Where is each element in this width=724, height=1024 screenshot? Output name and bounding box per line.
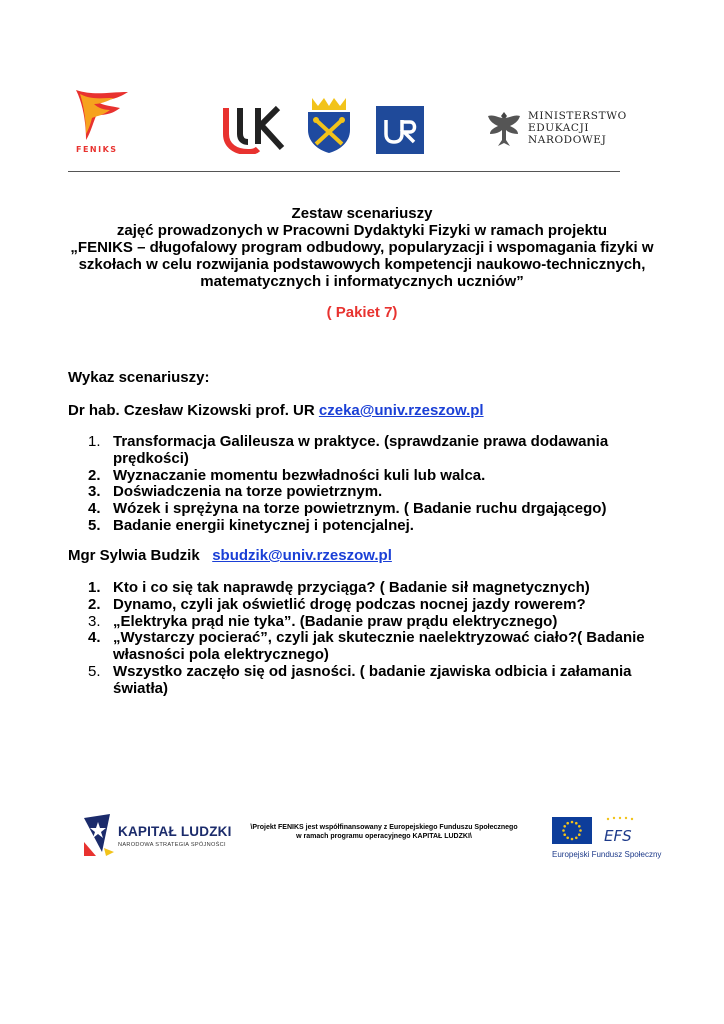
kapital-ludzki-logo xyxy=(82,812,232,858)
list-text: Dynamo, czyli jak oświetlić drogę podczas nocnej jazdy rowerem? xyxy=(113,595,586,613)
men-line-2: EDUKACJI xyxy=(528,122,590,134)
kl-subtitle: NARODOWA STRATEGIA SPÓJNOŚCI xyxy=(118,842,226,848)
list-text: Wózek i sprężyna na torze powietrznym. ( Badanie ruchu drgającego) xyxy=(113,500,607,518)
list-text: „Elektryka prąd nie tyka”. (Badanie praw prądu elektrycznego) xyxy=(113,612,558,630)
pakiet-label: ( Pakiet 7) xyxy=(326,304,398,321)
list-text: Badanie energii kinetycznej i potencjalnej. xyxy=(113,516,414,534)
list-text: Wszystko zaczęło się od jasności. ( badanie zjawiska odbicia i załamania światła) xyxy=(113,662,632,697)
eagle-icon xyxy=(486,108,522,148)
header-divider xyxy=(68,171,620,172)
kl-title: KAPITAŁ LUDZKI xyxy=(118,824,232,839)
author-2-list xyxy=(88,580,648,698)
list-text: Doświadczenia na torze powietrznym. xyxy=(113,483,383,501)
list-text: Transformacja Galileusza w praktyce. (sprawdzanie prawa dodawania prędkości) xyxy=(113,433,609,467)
eu-stars-icon xyxy=(552,817,592,844)
list-item xyxy=(88,434,648,468)
list-text: Kto i co się tak naprawdę przyciąga? ( Badanie sił magnetycznych) xyxy=(113,579,590,596)
list-item xyxy=(88,664,648,698)
author-1-email-link[interactable]: czeka@univ.rzeszow.pl xyxy=(318,402,484,419)
feniks-logo-text: FENIKS xyxy=(76,145,118,154)
footer-note-line-2: w ramach programu operacyjnego KAPITAŁ LUDZKI\ xyxy=(296,833,472,840)
list-number: 1. xyxy=(88,579,101,596)
kapital-ludzki-star-icon xyxy=(82,812,116,858)
document-title xyxy=(60,205,664,290)
title-line-2: zajęć prowadzonych w Pracowni Dydaktyki Fizyki w ramach projektu xyxy=(116,222,608,239)
author-1-list xyxy=(88,434,648,535)
uk-logo xyxy=(222,104,294,154)
men-line-1: MINISTERSTWO xyxy=(528,110,627,122)
list-item xyxy=(88,630,648,664)
title-line-4: szkołach w celu rozwijania podstawowych kompetencji naukowo-technicznych, xyxy=(78,256,646,273)
author-1-name: Dr hab. Czesław Kizowski prof. UR xyxy=(68,402,315,419)
efs-logo-text: EFS xyxy=(604,827,632,845)
author-2-email-link[interactable]: sbudzik@univ.rzeszow.pl xyxy=(212,547,392,564)
list-text: „Wystarczy pocierać”, czyli jak skutecznie naelektryzować ciało?( Badanie własności pola elektrycznego) xyxy=(113,629,645,664)
list-item xyxy=(88,484,648,501)
author-2 xyxy=(68,547,392,564)
men-line-3: NARODOWEJ xyxy=(528,134,607,146)
list-heading: Wykaz scenariuszy: xyxy=(68,369,210,386)
list-number: 2. xyxy=(88,466,101,484)
list-text: Wyznaczanie momentu bezwładności kuli lub walca. xyxy=(113,466,486,484)
list-number: 4. xyxy=(88,500,101,518)
author-2-name: Mgr Sylwia Budzik xyxy=(68,547,200,564)
list-number: 5. xyxy=(88,516,101,534)
feniks-logo xyxy=(70,86,140,156)
list-item xyxy=(88,518,648,535)
list-item xyxy=(88,468,648,485)
title-line-3: „FENIKS – długofalowy program odbudowy, popularyzacji i wspomagania fizyki w xyxy=(70,239,654,256)
list-item xyxy=(88,614,648,631)
crest-logo xyxy=(300,96,358,154)
list-number: 1. xyxy=(88,433,101,450)
efs-caption: Europejski Fundusz Społeczny xyxy=(552,850,662,859)
men-logo xyxy=(486,108,626,148)
footer-note-line-1: \Projekt FENIKS jest współfinansowany z Europejskiego Funduszu Społecznego xyxy=(250,824,518,831)
list-number: 4. xyxy=(88,629,101,647)
list-number: 3. xyxy=(88,483,101,501)
eu-flag-logo xyxy=(552,817,592,844)
list-number: 2. xyxy=(88,595,101,613)
list-number: 5. xyxy=(88,662,101,680)
list-number: 3. xyxy=(88,612,101,630)
ur-logo xyxy=(376,106,424,154)
author-1 xyxy=(68,402,484,419)
efs-logo xyxy=(600,815,642,845)
list-item xyxy=(88,501,648,518)
list-item xyxy=(88,597,648,614)
title-line-5: matematycznych i informatycznych uczniów” xyxy=(200,273,524,290)
footer-note xyxy=(230,823,538,841)
list-item xyxy=(88,580,648,597)
title-line-1: Zestaw scenariuszy xyxy=(291,205,433,222)
